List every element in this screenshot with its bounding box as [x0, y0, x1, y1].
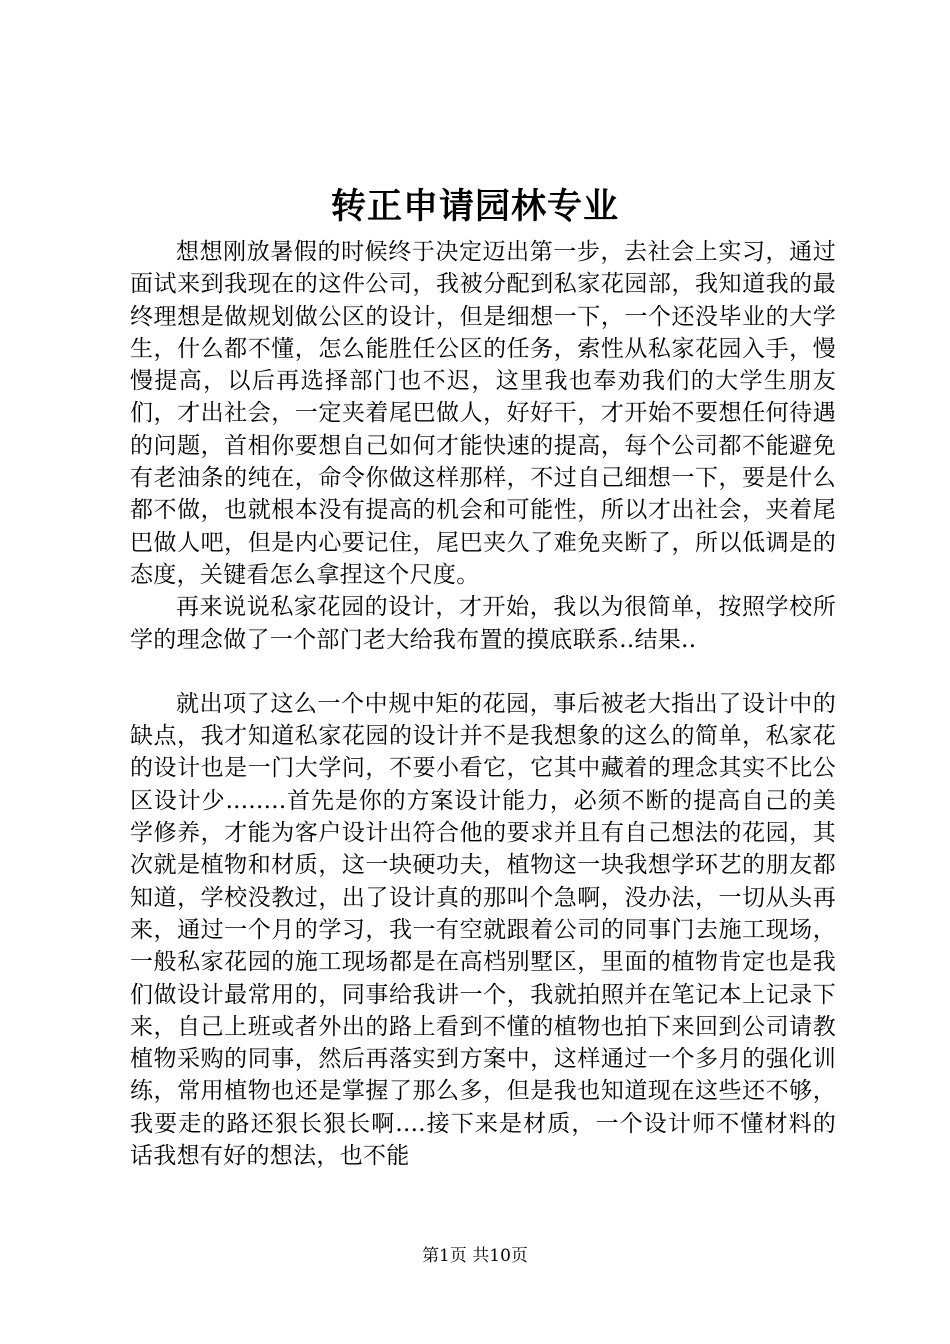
document-title: 转正申请园林专业: [330, 186, 619, 227]
paragraph-2: 再来说说私家花园的设计，才开始，我以为很简单，按照学校所学的理念做了一个部门老大给我布置的摸底联系..结果..: [130, 594, 836, 653]
page-number-footer: 第1页 共10页: [422, 1246, 528, 1266]
document-body: [130, 236, 836, 1172]
paragraph-1: 想想刚放暑假的时候终于决定迈出第一步，去社会上实习，通过面试来到我现在的这件公司，我被分配到私家花园部，我知道我的最终理想是做规划做公区的设计，但是细想一下，一个还没毕业的大学生，什么都不懂，怎么能胜任公区的任务，索性从私家花园入手，慢慢提高，以后再选择部门也不迟，这里我也奉劝我们的大学生朋友们，才出社会，一定夹着尾巴做人，好好干，才开始不要想任何待遇的问题，首相你要想自己如何才能快速的提高，每个公司都不能避免有老油条的纯在，命令你做这样那样，不过自己细想一下，要是什么都不做，也就根本没有提高的机会和可能性，所以才出社会，夹着尾巴做人吧，但是内心要记住，尾巴夹久了难免夹断了，所以低调是的态度，关键看怎么拿捏这个尺度。: [130, 239, 836, 588]
paragraph-3: 就出项了这么一个中规中矩的花园，事后被老大指出了设计中的缺点，我才知道私家花园的设计并不是我想象的这么的简单，私家花的设计也是一门大学问，不要小看它，它其中藏着的理念其实不比公区设计少........首先是你的方案设计能力，必须不断的提高自己的美学修养，才能为客户设计出符合他的要求并且有自己想法的花园，其次就是植物和材质，这一块硬功夫，植物这一块我想学环艺的朋友都知道，学校没教过，出了设计真的那叫个急啊，没办法，一切从头再来，通过一个月的学习，我一有空就跟着公司的同事门去施工现场，一般私家花园的施工现场都是在高档别墅区，里面的植物肯定也是我们做设计最常用的，同事给我讲一个，我就拍照并在笔记本上记录下来，自己上班或者外出的路上看到不懂的植物也拍下来回到公司请教植物采购的同事，然后再落实到方案中，这样通过一个多月的强化训练，常用植物也还是掌握了那么多，但是我也知道现在这些还不够，我要走的路还狠长狠长啊....接下来是材质，一个设计师不懂材料的话我想有好的想法，也不能: [130, 690, 836, 1170]
